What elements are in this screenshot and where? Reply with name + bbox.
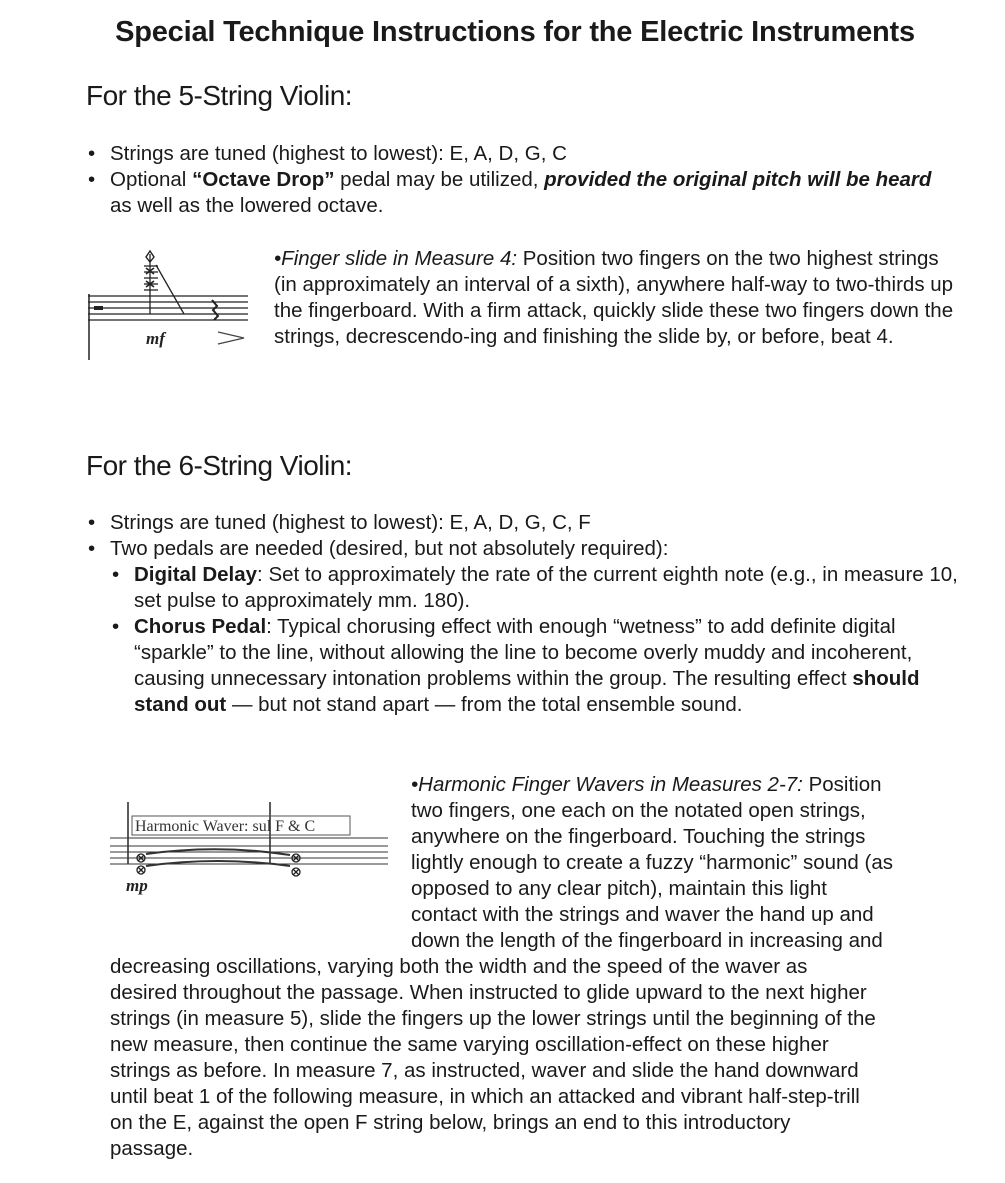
finger-slide-notation: [86, 248, 256, 363]
six-string-bullets: [88, 510, 958, 718]
section-heading-6-string: For the 6-String Violin:: [86, 450, 353, 481]
technique-label: •Harmonic Finger Wavers in Measures 2-7:: [411, 773, 803, 796]
text-line: new measure, then continue the same varying oscillation-effect on these higher: [110, 1033, 829, 1056]
page-title: Special Technique Instructions for the Electric Instruments: [115, 16, 915, 48]
bullet-icon: •: [88, 168, 96, 191]
dynamic-marking: mf: [146, 329, 165, 348]
bullet-icon: •: [88, 142, 96, 165]
list-item: • Two pedals are needed (desired, but not absolutely required):: [88, 537, 669, 560]
text-line: until beat 1 of the following measure, in which an attacked and vibrant half-step-trill: [110, 1085, 860, 1108]
dynamic-marking: mp: [126, 876, 148, 895]
glissando-line: [156, 265, 184, 314]
text-line: opposed to any clear pitch), maintain this light: [411, 877, 827, 900]
text-line: contact with the strings and waver the hand up and: [411, 903, 874, 926]
section-heading-5-string: For the 5-String Violin:: [86, 80, 353, 111]
harmonic-waver-instructions-top: [411, 772, 971, 954]
decrescendo-hairpin-icon: [218, 332, 244, 344]
text-line: decreasing oscillations, varying both the width and the speed of the waver as: [110, 955, 808, 978]
bullet-icon: •: [88, 511, 96, 534]
text-line: lightly enough to create a fuzzy “harmonic” sound (as: [411, 851, 894, 874]
list-item-chorus-pedal: • Chorus Pedal: Typical chorusing effect with enough “wetness” to add definite digital “sparkle” to the line, without allowing the line to become overly muddy and incoherent, causing unnecessary intonation problems within the group. The resulting effect should stand out — but not stand apart — from the total ensemble sound.: [112, 615, 920, 716]
quarter-rest-icon: [212, 300, 218, 320]
harmonic-waver-instructions-bottom: [110, 954, 990, 1162]
bullet-icon: •: [88, 537, 96, 560]
list-item: • Optional “Octave Drop” pedal may be utilized, provided the original pitch will be heard as well as the lowered octave.: [88, 168, 932, 217]
technique-label: •Finger slide in Measure 4:: [274, 247, 518, 270]
text-line: strings (in measure 5), slide the fingers up the lower strings until the beginning of the: [110, 1007, 876, 1030]
bullet-icon: •: [112, 615, 120, 638]
text-line: •Harmonic Finger Wavers in Measures 2-7: Position: [411, 773, 882, 796]
text-line: anywhere on the fingerboard. Touching the strings: [411, 825, 866, 848]
octave-drop-term: “Octave Drop”: [192, 168, 335, 191]
harmonic-waver-notation: [108, 800, 393, 900]
half-rest-icon: [94, 306, 103, 310]
list-item: • Strings are tuned (highest to lowest): E, A, D, G, C: [88, 142, 567, 165]
text-line: passage.: [110, 1137, 194, 1160]
text-line: two fingers, one each on the notated open strings,: [411, 799, 866, 822]
text-line: desired throughout the passage. When instructed to glide upward to the next higher: [110, 981, 867, 1004]
list-item: • Strings are tuned (highest to lowest): E, A, D, G, C, F: [88, 511, 591, 534]
emphasis-text: provided the original pitch will be heard: [544, 168, 932, 191]
text-line: down the length of the fingerboard in increasing and: [411, 929, 883, 952]
list-item-digital-delay: • Digital Delay: Set to approximately the rate of the current eighth note (e.g., in measure 10, set pulse to approximately mm. 180).: [112, 563, 958, 612]
text-line: on the E, against the open F string below, brings an end to this introductory: [110, 1111, 791, 1134]
finger-slide-instructions: •Finger slide in Measure 4: Position two fingers on the two highest strings (in approximately an interval of a sixth), anywhere half-way to two-thirds up the fingerboard. With a firm attack, quickly slide these two fingers down the strings, decrescendo-ing and finishing the slide by, or before, beat 4.: [274, 247, 954, 348]
text-line: strings as before. In measure 7, as instructed, waver and slide the hand downward: [110, 1059, 859, 1082]
technique-box-label: Harmonic Waver: sul F & C: [135, 818, 316, 835]
five-string-bullets: [88, 141, 948, 219]
bullet-icon: •: [112, 563, 120, 586]
